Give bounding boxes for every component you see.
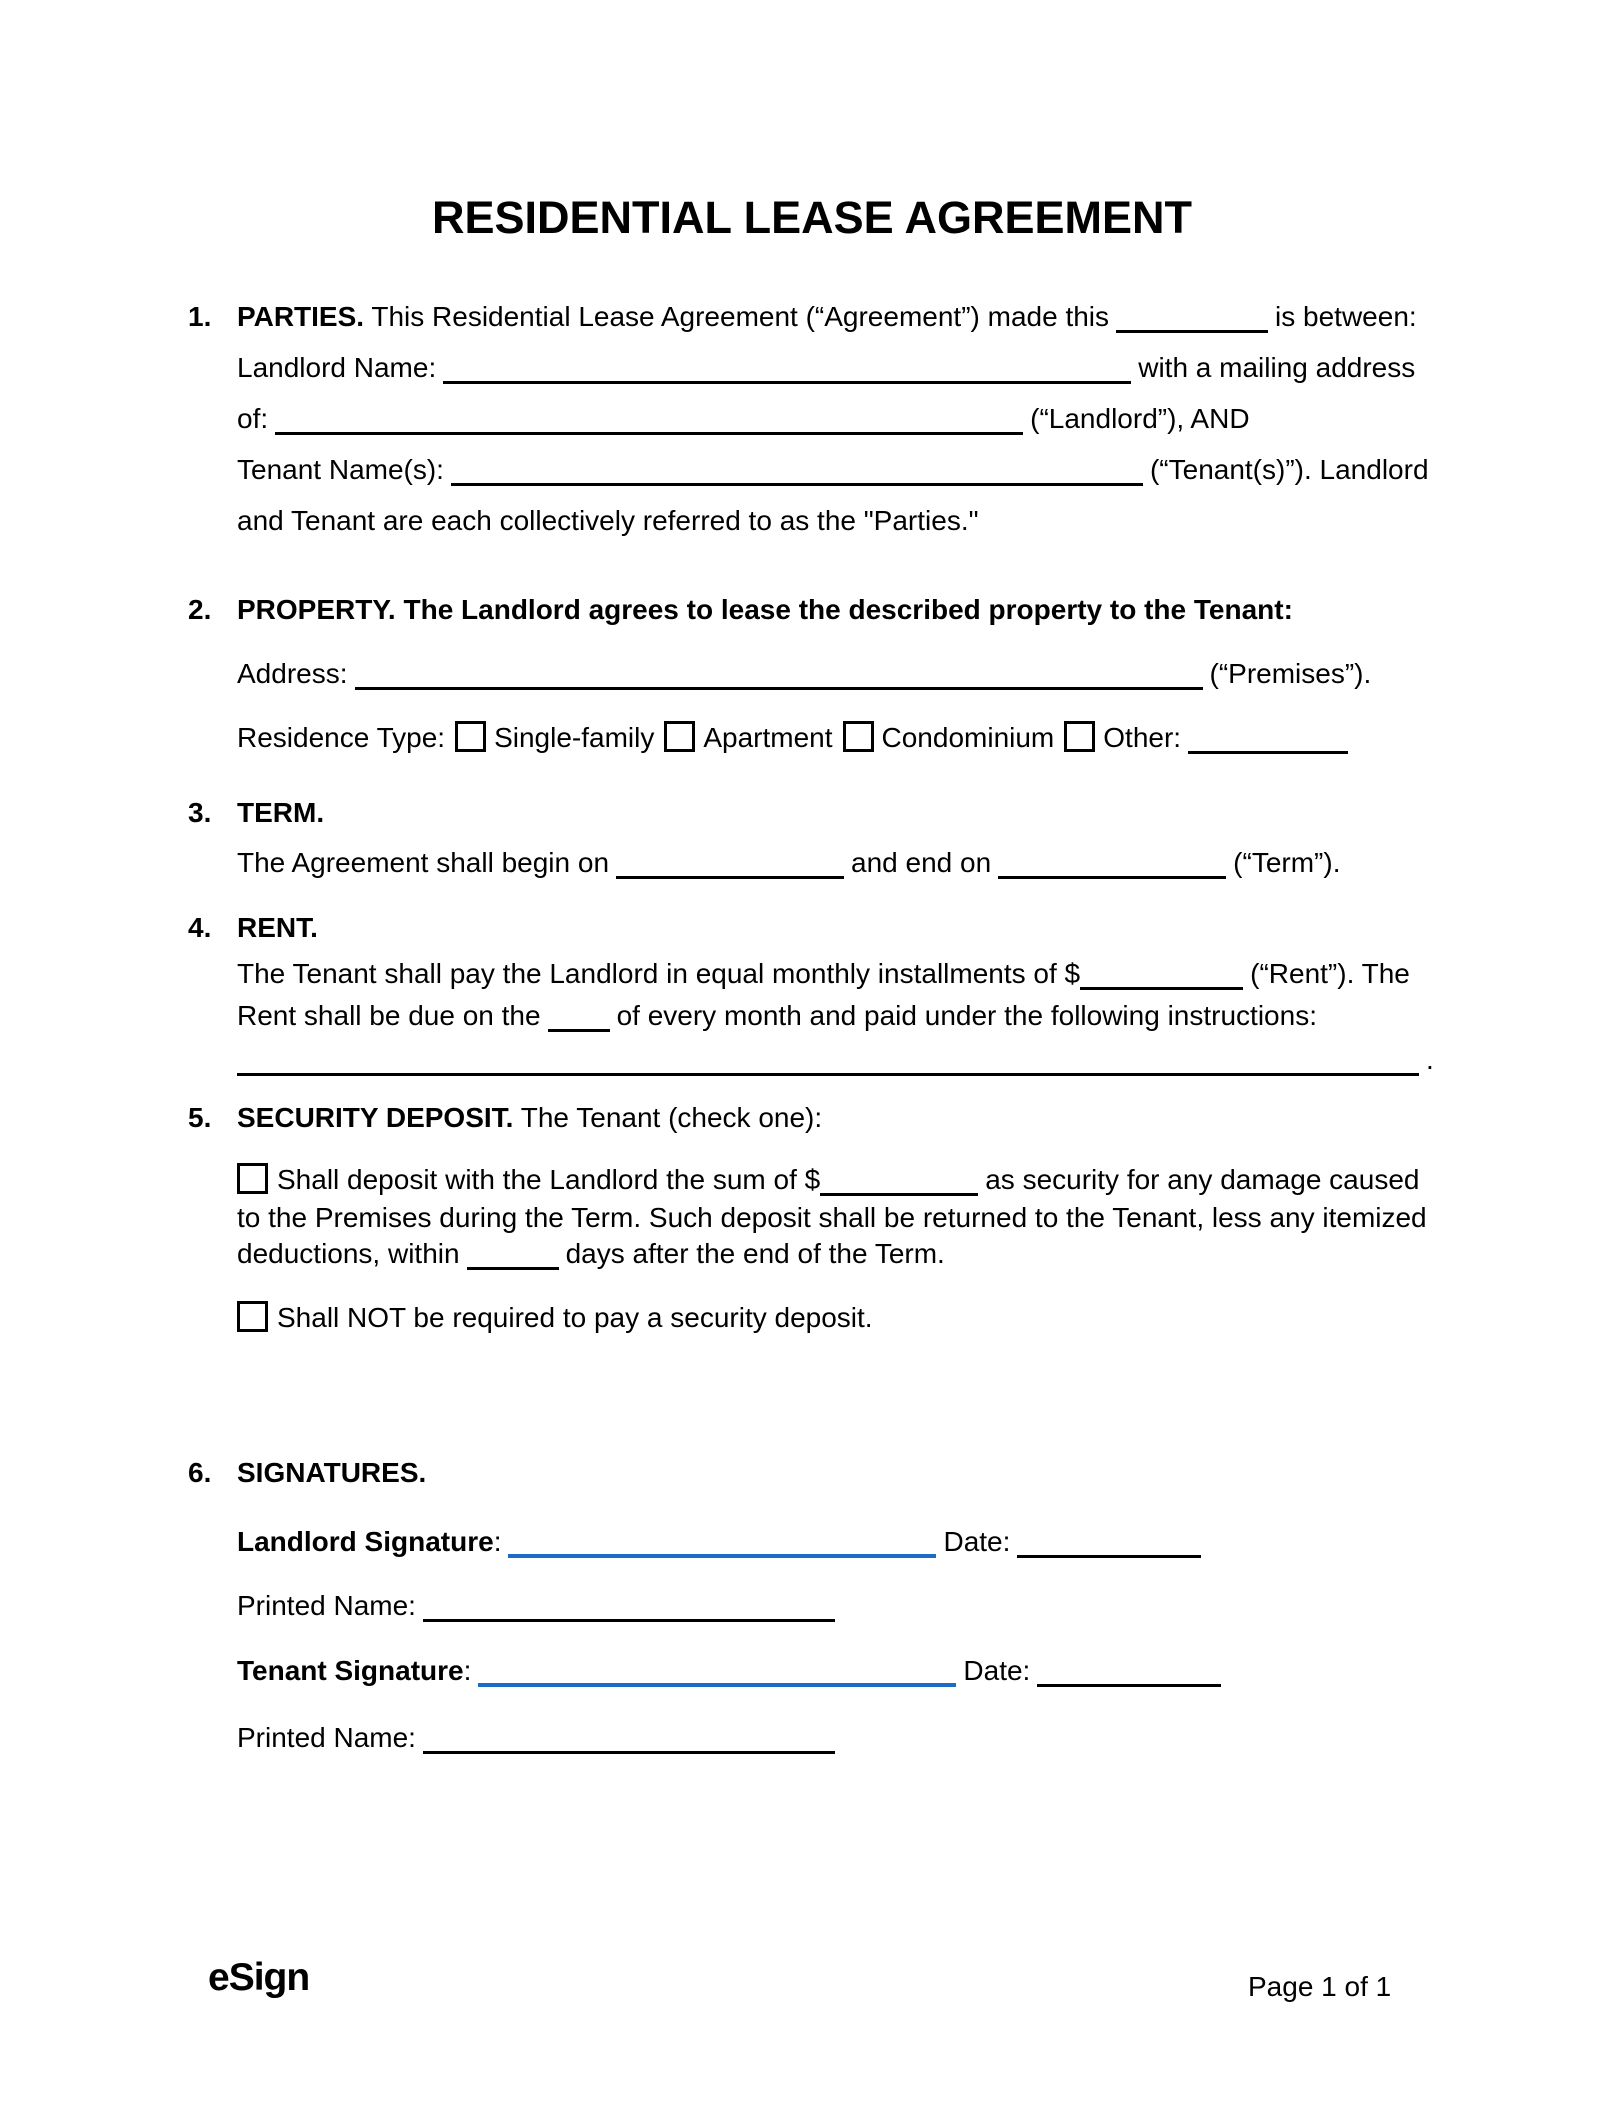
other-checkbox[interactable] — [1064, 721, 1095, 752]
term-body-line — [237, 845, 1468, 881]
signatures-heading: SIGNATURES. — [237, 1457, 427, 1488]
parties-text-5: and Tenant are each collectively referred to as the "Parties." — [237, 505, 979, 536]
landlord-signature-field[interactable] — [508, 1534, 936, 1558]
single-family-label: Single-family — [494, 722, 655, 753]
parties-text-3b: (“Landlord”), AND — [1030, 403, 1250, 434]
rent-heading: RENT. — [237, 912, 318, 943]
landlord-name-blank[interactable] — [443, 361, 1131, 384]
premises-suffix: (“Premises”). — [1209, 658, 1372, 689]
term-text-1b: and end on — [851, 847, 992, 878]
parties-text-2b: with a mailing address — [1138, 352, 1416, 383]
parties-line-5 — [237, 503, 1468, 539]
parties-line-4 — [237, 452, 1468, 488]
term-text-1c: (“Term”). — [1233, 847, 1341, 878]
section-number: 4. — [188, 912, 212, 943]
rent-line-1 — [237, 956, 1468, 992]
condominium-checkbox[interactable] — [843, 721, 874, 752]
term-heading: TERM. — [237, 797, 325, 828]
deposit-option1-text-2: to the Premises during the Term. Such deposit shall be returned to the Tenant, less any itemized — [237, 1202, 1427, 1233]
payment-instructions-blank[interactable] — [237, 1053, 1419, 1076]
deposit-option2-line — [237, 1300, 1468, 1336]
label-colon: : — [493, 1526, 502, 1557]
single-family-checkbox[interactable] — [455, 721, 486, 752]
section-number: 5. — [188, 1102, 212, 1133]
residence-type-label: Residence Type: — [237, 722, 446, 753]
landlord-date-blank[interactable] — [1017, 1535, 1201, 1558]
deposit-heading: SECURITY DEPOSIT. — [237, 1102, 514, 1133]
printed-name-label: Printed Name: — [237, 1590, 416, 1621]
rent-amount-blank[interactable] — [1080, 967, 1243, 990]
apartment-label: Apartment — [703, 722, 833, 753]
property-address-line — [237, 656, 1468, 692]
rent-text-2b: of every month and paid under the following instructions: — [616, 1000, 1317, 1031]
parties-text-4b: (“Tenant(s)”). Landlord — [1149, 454, 1429, 485]
parties-text-1a: This Residential Lease Agreement (“Agreement”) made this — [371, 301, 1110, 332]
parties-heading: PARTIES. — [237, 301, 365, 332]
section-number: 6. — [188, 1457, 212, 1488]
tenant-printed-name-line — [237, 1720, 1468, 1756]
parties-line-1 — [188, 299, 1468, 335]
printed-name-label: Printed Name: — [237, 1722, 416, 1753]
date-label: Date: — [943, 1526, 1011, 1557]
no-deposit-checkbox[interactable] — [237, 1301, 268, 1332]
parties-text-1b: is between: — [1275, 301, 1417, 332]
deposit-option1-text-3a: deductions, within — [237, 1238, 460, 1269]
landlord-signature-label: Landlord Signature — [237, 1526, 494, 1557]
term-begin-date-blank[interactable] — [616, 856, 844, 879]
landlord-signature-line — [237, 1524, 1468, 1560]
tenant-date-blank[interactable] — [1037, 1664, 1221, 1687]
residence-type-line — [237, 720, 1468, 756]
term-text-1a: The Agreement shall begin on — [237, 847, 610, 878]
date-label: Date: — [963, 1655, 1031, 1686]
landlord-printed-name-line — [237, 1588, 1468, 1624]
tenant-names-label: Tenant Name(s): — [237, 454, 444, 485]
tenant-signature-field[interactable] — [478, 1663, 956, 1687]
tenant-printed-name-blank[interactable] — [423, 1731, 835, 1754]
deposit-option2-text: Shall NOT be required to pay a security deposit. — [277, 1302, 873, 1333]
label-colon: : — [463, 1655, 472, 1686]
address-label: Address: — [237, 658, 348, 689]
section-number: 1. — [188, 301, 212, 332]
section-number: 3. — [188, 797, 212, 828]
deposit-option1-text-3b: days after the end of the Term. — [565, 1238, 945, 1269]
page-number: Page 1 of 1 — [1248, 1971, 1392, 2002]
rent-instructions-line — [237, 1042, 1468, 1078]
term-heading-line — [188, 795, 1468, 831]
property-heading: PROPERTY. — [237, 594, 396, 625]
deposit-option1-line-1 — [237, 1162, 1468, 1198]
deposit-option1-text-1b: as security for any damage caused — [985, 1164, 1420, 1195]
rent-text-1a: The Tenant shall pay the Landlord in equal monthly installments of $ — [237, 958, 1081, 989]
deposit-amount-blank[interactable] — [820, 1173, 978, 1196]
property-heading-line — [188, 592, 1468, 628]
made-this-date-blank[interactable] — [1116, 310, 1268, 333]
rent-text-2a: Rent shall be due on the — [237, 1000, 541, 1031]
rent-text-1b: (“Rent”). The — [1250, 958, 1410, 989]
deposit-heading-line — [188, 1100, 1468, 1136]
address-blank[interactable] — [355, 667, 1203, 690]
deposit-heading-rest: The Tenant (check one): — [520, 1102, 823, 1133]
tenant-names-blank[interactable] — [451, 463, 1143, 486]
other-blank[interactable] — [1188, 731, 1348, 754]
rent-heading-line — [188, 910, 1468, 946]
term-end-date-blank[interactable] — [998, 856, 1226, 879]
of-label: of: — [237, 403, 269, 434]
other-label: Other: — [1103, 722, 1182, 753]
rent-line-2 — [237, 998, 1468, 1034]
deposit-option1-text-1a: Shall deposit with the Landlord the sum of $ — [277, 1164, 821, 1195]
landlord-printed-name-blank[interactable] — [423, 1599, 835, 1622]
signatures-heading-line — [188, 1455, 1468, 1491]
landlord-name-label: Landlord Name: — [237, 352, 437, 383]
property-heading-rest: The Landlord agrees to lease the described property to the Tenant: — [403, 594, 1293, 625]
parties-line-2 — [237, 350, 1468, 386]
deposit-days-blank[interactable] — [467, 1247, 559, 1270]
landlord-address-blank[interactable] — [275, 412, 1023, 435]
esign-logo: eSign — [208, 1956, 310, 1999]
shall-deposit-checkbox[interactable] — [237, 1163, 268, 1194]
parties-line-3 — [237, 401, 1468, 437]
section-number: 2. — [188, 594, 212, 625]
rent-due-day-blank[interactable] — [548, 1009, 610, 1032]
condominium-label: Condominium — [881, 722, 1055, 753]
apartment-checkbox[interactable] — [664, 721, 695, 752]
tenant-signature-line — [237, 1653, 1468, 1689]
deposit-option1-line-2 — [237, 1200, 1468, 1236]
rent-period: . — [1426, 1044, 1434, 1075]
document-title: RESIDENTIAL LEASE AGREEMENT — [431, 192, 1193, 243]
deposit-option1-line-3 — [237, 1236, 1468, 1272]
tenant-signature-label: Tenant Signature — [237, 1655, 464, 1686]
